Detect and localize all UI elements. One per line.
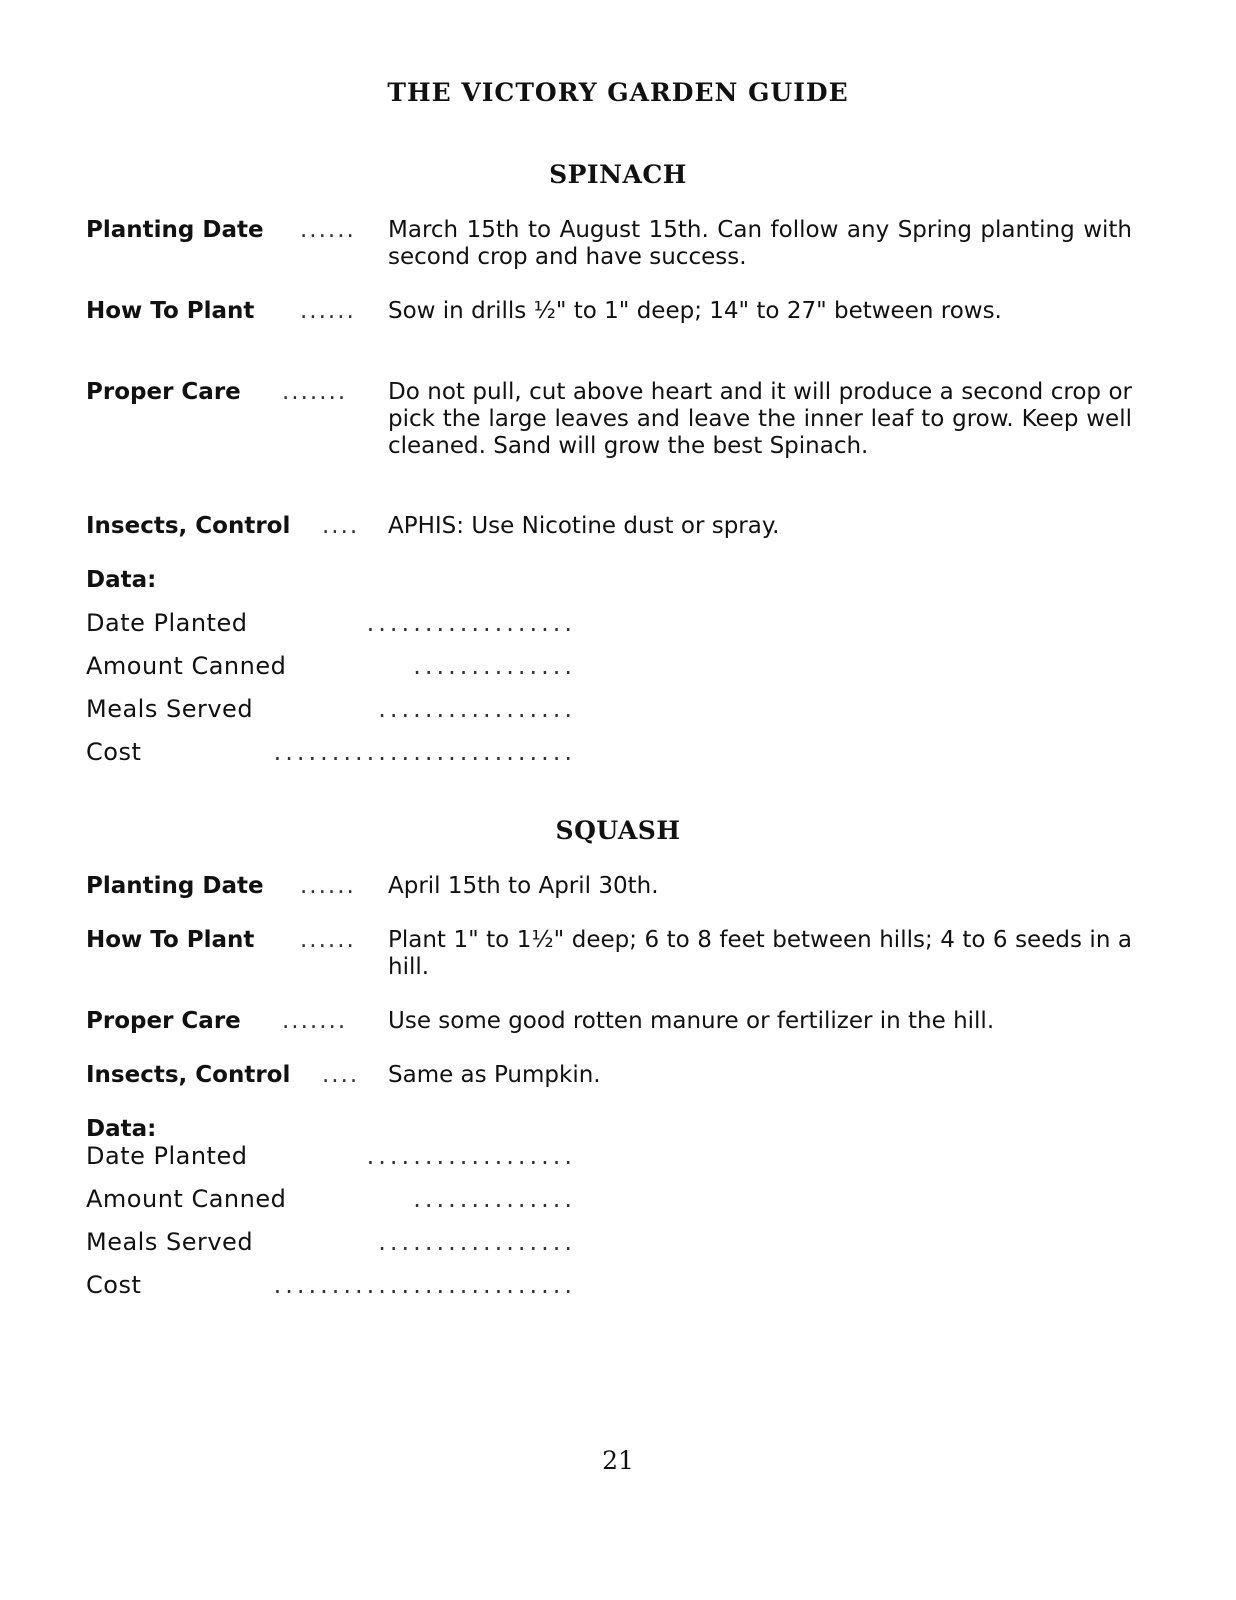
spinach-cost-field xyxy=(86,738,576,768)
squash-cost-field xyxy=(86,1271,576,1301)
entry-label: Proper Care xyxy=(86,1008,241,1034)
dot-leader: .......................... xyxy=(273,1271,576,1299)
section-title-squash: SQUASH xyxy=(555,816,681,845)
entry-text: March 15th to August 15th. Can follow any Spring planting with second crop and have success. xyxy=(388,217,1132,270)
dot-leader: .... xyxy=(322,513,360,539)
entry-label: Planting Date xyxy=(86,873,264,899)
dot-leader: ...... xyxy=(300,927,356,953)
dot-leader: .... xyxy=(322,1062,360,1088)
dot-leader: ................. xyxy=(378,1228,576,1256)
entry-label: Planting Date xyxy=(86,217,264,243)
entry-text: Use some good rotten manure or fertilizer in the hill. xyxy=(388,1008,995,1034)
spinach-date-planted-field xyxy=(86,609,576,639)
entry-text: Do not pull, cut above heart and it will produce a second crop or pick the large leaves and leave the inner leaf to grow. Keep well cleaned. Sand will grow the best Spinach. xyxy=(388,379,1132,459)
dot-leader: .................. xyxy=(366,1142,576,1170)
squash-date-planted-field xyxy=(86,1142,576,1172)
entry-text: Sow in drills ½" to 1" deep; 14" to 27" between rows. xyxy=(388,298,1002,324)
dot-leader: .............. xyxy=(413,652,576,680)
page-number: 21 xyxy=(602,1446,634,1475)
field-label: Date Planted xyxy=(86,609,248,637)
running-title: THE VICTORY GARDEN GUIDE xyxy=(387,78,849,107)
dot-leader: .......................... xyxy=(273,738,576,766)
squash-amount-canned-field xyxy=(86,1185,576,1215)
entry-text: Plant 1" to 1½" deep; 6 to 8 feet between hills; 4 to 6 seeds in a hill. xyxy=(388,927,1132,980)
squash-meals-served-field xyxy=(86,1228,576,1258)
section-title-spinach: SPINACH xyxy=(549,160,687,189)
dot-leader: ................. xyxy=(378,695,576,723)
entry-text: APHIS: Use Nicotine dust or spray. xyxy=(388,513,780,539)
dot-leader: ...... xyxy=(300,217,356,243)
spinach-data-heading: Data: xyxy=(86,567,157,593)
spinach-meals-served-field xyxy=(86,695,576,725)
squash-data-heading: Data: xyxy=(86,1116,157,1142)
dot-leader: .............. xyxy=(413,1185,576,1213)
field-label: Cost xyxy=(86,1271,142,1299)
dot-leader: ....... xyxy=(282,379,348,405)
field-label: Amount Canned xyxy=(86,652,287,680)
field-label: Date Planted xyxy=(86,1142,248,1170)
dot-leader: ....... xyxy=(282,1008,348,1034)
dot-leader: ...... xyxy=(300,873,356,899)
entry-label: Insects, Control xyxy=(86,513,291,539)
spinach-amount-canned-field xyxy=(86,652,576,682)
entry-label: How To Plant xyxy=(86,927,255,953)
field-label: Amount Canned xyxy=(86,1185,287,1213)
dot-leader: .................. xyxy=(366,609,576,637)
field-label: Cost xyxy=(86,738,142,766)
field-label: Meals Served xyxy=(86,1228,254,1256)
entry-text: April 15th to April 30th. xyxy=(388,873,659,899)
field-label: Meals Served xyxy=(86,695,254,723)
dot-leader: ...... xyxy=(300,298,356,324)
entry-label: How To Plant xyxy=(86,298,255,324)
entry-label: Proper Care xyxy=(86,379,241,405)
entry-label: Insects, Control xyxy=(86,1062,291,1088)
entry-text: Same as Pumpkin. xyxy=(388,1062,601,1088)
